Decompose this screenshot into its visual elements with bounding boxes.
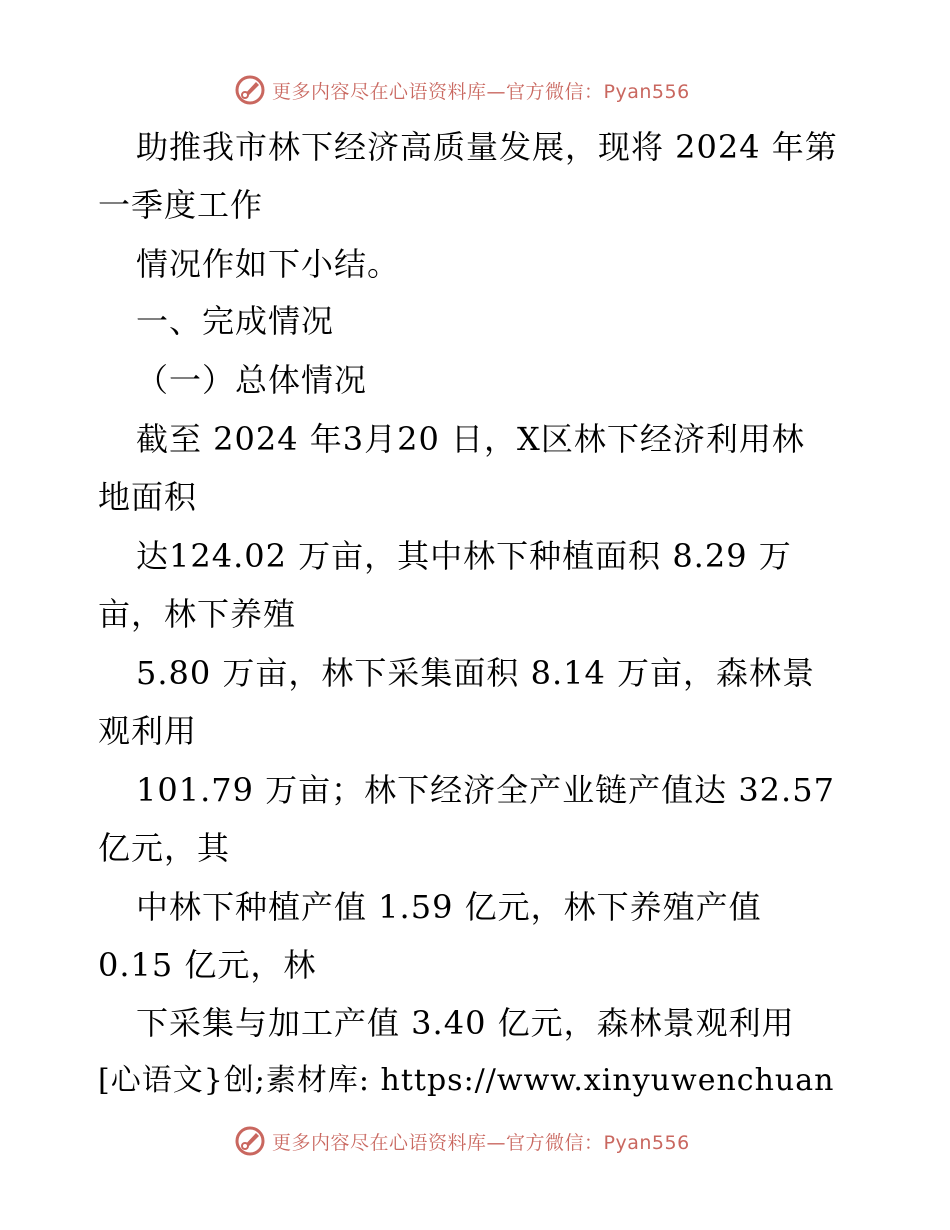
text-line: 观利用 [98,712,198,750]
footer-watermark-banner [0,1121,950,1161]
watermark-text: 更多内容尽在心语资料库—官方微信：Pyan556 [272,1131,690,1154]
text-line: 地面积 [98,478,198,516]
text-line: 亩，林下养殖 [98,595,297,633]
source-link-line: [心语文}创;素材库: https://www.xinyuwenchuan [98,1063,835,1098]
subsection-heading: （一）总体情况 [136,361,368,399]
text-line: 达124.02 万亩，其中林下种植面积 8.29 万 [136,537,792,575]
text-line: 中林下种植产值 1.59 亿元，林下养殖产值 [136,888,762,926]
section-heading: 一、完成情况 [136,302,335,340]
header-watermark-banner [0,70,950,110]
text-line: 0.15 亿元，林 [98,946,317,984]
text-line: 助推我市林下经济高质量发展，现将 2024 年第 [136,128,838,166]
text-line: 情况作如下小结。 [136,245,401,283]
brand-logo-icon [234,74,266,106]
text-line: 5.80 万亩，林下采集面积 8.14 万亩，森林景 [136,654,816,692]
text-line: 截至 2024 年3月20 日，X区林下经济利用林 [136,420,805,458]
brand-logo-icon [234,1125,266,1157]
text-line: 亿元，其 [98,829,231,867]
text-line: 一季度工作 [98,186,264,224]
watermark-text: 更多内容尽在心语资料库—官方微信：Pyan556 [272,80,690,103]
text-line: 101.79 万亩；林下经济全产业链产值达 32.57 [136,771,835,809]
text-line: 下采集与加工产值 3.40 亿元，森林景观利用 [136,1004,795,1042]
